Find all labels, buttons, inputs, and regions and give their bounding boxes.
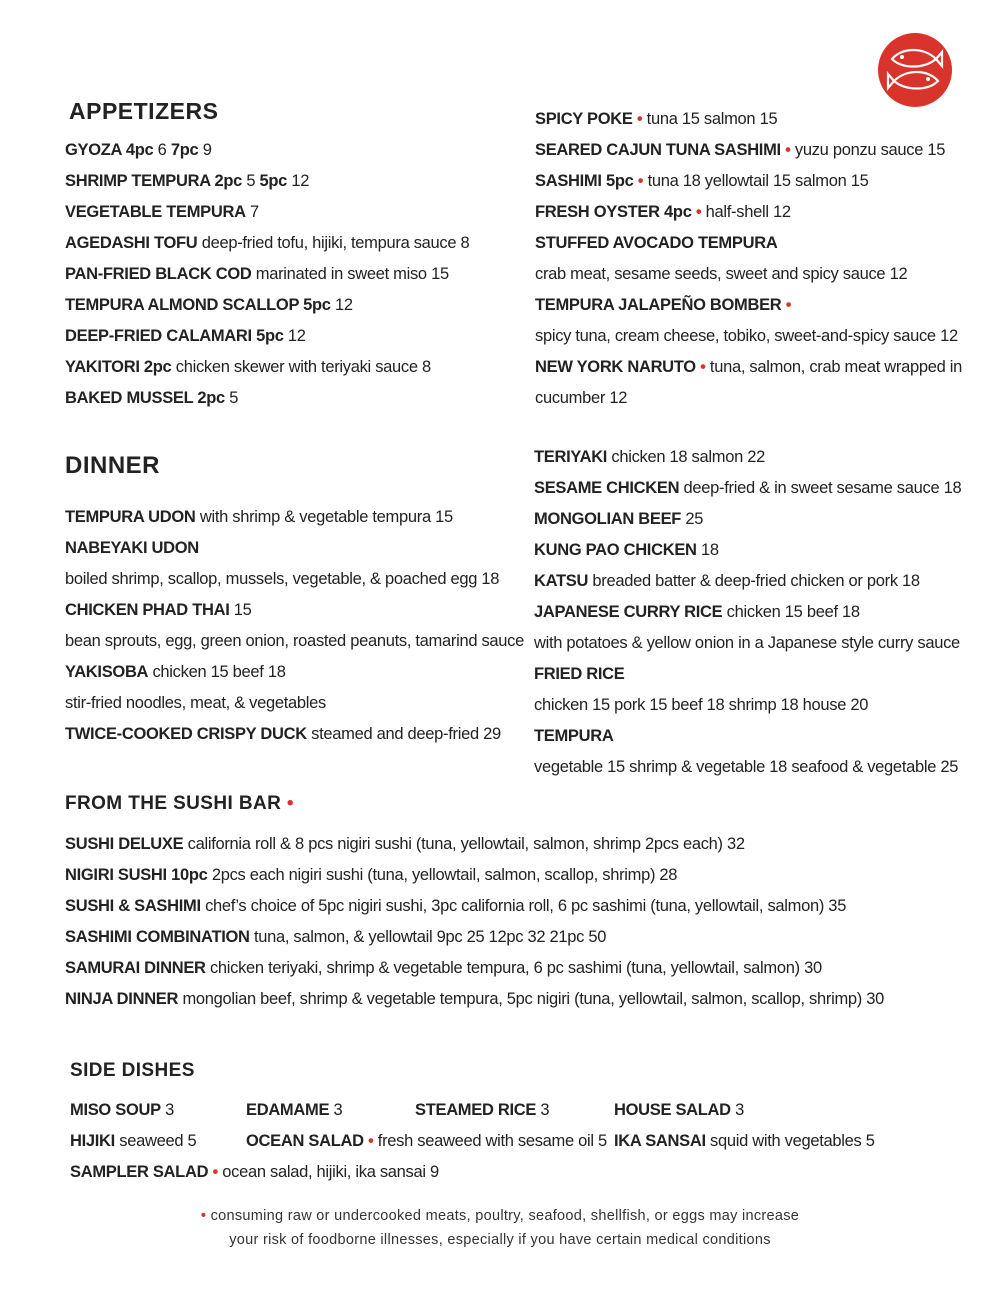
dinner-heading: DINNER — [65, 452, 161, 479]
raw-warning-dot: • — [637, 172, 644, 190]
menu-item: STUFFED AVOCADO TEMPURA — [535, 234, 778, 252]
menu-item: NIGIRI SUSHI 10pc 2pcs each nigiri sushi (tuna, yellowtail, salmon, scallop, shrimp) 28 — [65, 866, 678, 884]
side-dishes-heading: SIDE DISHES — [70, 1060, 195, 1081]
menu-item: YAKITORI 2pc chicken skewer with teriyaki sauce 8 — [65, 358, 431, 376]
footnote-line-2: your risk of foodborne illnesses, especially if you have certain medical conditions — [229, 1232, 771, 1248]
side-item: HOUSE SALAD 3 — [614, 1101, 744, 1119]
menu-item: GYOZA 4pc 6 7pc 9 — [65, 141, 212, 159]
menu-item: TWICE-COOKED CRISPY DUCK steamed and deep-fried 29 — [65, 725, 501, 743]
raw-warning-dot: • — [700, 358, 706, 376]
menu-item: FRIED RICE — [534, 665, 625, 683]
side-item: MISO SOUP 3 — [70, 1101, 175, 1119]
menu-item: TEMPURA ALMOND SCALLOP 5pc 12 — [65, 296, 353, 314]
menu-item-desc: spicy tuna, cream cheese, tobiko, sweet-and-spicy sauce 12 — [535, 327, 958, 345]
menu-item: NEW YORK NARUTO • tuna, salmon, crab meat wrapped in — [535, 358, 963, 376]
menu-item-desc: cucumber 12 — [535, 389, 628, 407]
footnote-line-1: • consuming raw or undercooked meats, poultry, seafood, shellfish, or eggs may increase — [200, 1208, 800, 1224]
menu-item: SAMURAI DINNER chicken teriyaki, shrimp & vegetable tempura, 6 pc sashimi (tuna, yellowtail, salmon) 30 — [65, 959, 822, 977]
menu-item: SUSHI DELUXE california roll & 8 pcs nigiri sushi (tuna, yellowtail, salmon, shrimp 2pcs each) 32 — [65, 835, 745, 853]
menu-item: FRESH OYSTER 4pc • half-shell 12 — [535, 203, 791, 221]
menu-item: JAPANESE CURRY RICE chicken 15 beef 18 — [534, 603, 860, 621]
raw-warning-dot: • — [212, 1163, 218, 1181]
menu-item: SHRIMP TEMPURA 2pc 5 5pc 12 — [65, 172, 310, 190]
menu-item-desc: with potatoes & yellow onion in a Japanese style curry sauce — [534, 634, 960, 652]
sushi-bar-heading: FROM THE SUSHI BAR • — [65, 793, 294, 814]
menu-item: NINJA DINNER mongolian beef, shrimp & vegetable tempura, 5pc nigiri (tuna, yellowtail, salmon, scallop, shrimp) 30 — [65, 990, 884, 1008]
menu-item: SUSHI & SASHIMI chef’s choice of 5pc nigiri sushi, 3pc california roll, 6 pc sashimi (tuna, yellowtail, salmon) 35 — [65, 897, 847, 915]
menu-item: TEMPURA UDON with shrimp & vegetable tempura 15 — [65, 508, 453, 526]
menu-item: TEMPURA — [534, 727, 614, 745]
menu-item: AGEDASHI TOFU deep-fried tofu, hijiki, tempura sauce 8 — [65, 234, 470, 252]
menu-item: NABEYAKI UDON — [65, 539, 199, 557]
menu-item: SESAME CHICKEN deep-fried & in sweet sesame sauce 18 — [534, 479, 962, 497]
menu-item-desc: vegetable 15 shrimp & vegetable 18 seafood & vegetable 25 — [534, 758, 959, 776]
menu-item: PAN-FRIED BLACK COD marinated in sweet miso 15 — [65, 265, 449, 283]
menu-item: MONGOLIAN BEEF 25 — [534, 510, 704, 528]
menu-item-desc: chicken 15 pork 15 beef 18 shrimp 18 house 20 — [534, 696, 869, 714]
menu-item-desc: stir-fried noodles, meat, & vegetables — [65, 694, 326, 712]
menu-item: TERIYAKI chicken 18 salmon 22 — [534, 448, 765, 466]
menu-item: VEGETABLE TEMPURA 7 — [65, 203, 259, 221]
fish-logo-icon — [878, 33, 952, 107]
menu-item: BAKED MUSSEL 2pc 5 — [65, 389, 239, 407]
menu-item: SEARED CAJUN TUNA SASHIMI • yuzu ponzu sauce 15 — [535, 141, 946, 159]
menu-item-desc: crab meat, sesame seeds, sweet and spicy sauce 12 — [535, 265, 908, 283]
menu-item: CHICKEN PHAD THAI 15 — [65, 601, 252, 619]
menu-item: YAKISOBA chicken 15 beef 18 — [65, 663, 286, 681]
menu-item: SASHIMI 5pc • tuna 18 yellowtail 15 salmon 15 — [535, 172, 869, 190]
menu-item: DEEP-FRIED CALAMARI 5pc 12 — [65, 327, 306, 345]
side-item: STEAMED RICE 3 — [415, 1101, 550, 1119]
appetizers-heading: APPETIZERS — [69, 98, 219, 124]
raw-warning-dot: • — [286, 793, 294, 814]
menu-item: KUNG PAO CHICKEN 18 — [534, 541, 719, 559]
raw-warning-dot: • — [785, 296, 792, 314]
raw-warning-dot: • — [200, 1208, 207, 1224]
side-item: HIJIKI seaweed 5 — [70, 1132, 197, 1150]
menu-item-desc: boiled shrimp, scallop, mussels, vegetable, & poached egg 18 — [65, 570, 500, 588]
side-item: SAMPLER SALAD • ocean salad, hijiki, ika sansai 9 — [70, 1163, 439, 1181]
menu-item: SASHIMI COMBINATION tuna, salmon, & yellowtail 9pc 25 12pc 32 21pc 50 — [65, 928, 607, 946]
side-item: OCEAN SALAD • fresh seaweed with sesame oil 5 — [246, 1132, 607, 1150]
side-item: EDAMAME 3 — [246, 1101, 343, 1119]
raw-warning-dot: • — [636, 110, 643, 128]
menu-item: KATSU breaded batter & deep-fried chicken or pork 18 — [534, 572, 920, 590]
raw-warning-dot: • — [368, 1132, 374, 1150]
menu-item: TEMPURA JALAPEÑO BOMBER • — [535, 296, 792, 314]
menu-item: SPICY POKE • tuna 15 salmon 15 — [535, 110, 778, 128]
raw-warning-dot: • — [785, 141, 791, 159]
raw-warning-dot: • — [695, 203, 702, 221]
side-item: IKA SANSAI squid with vegetables 5 — [614, 1132, 875, 1150]
menu-item-desc: bean sprouts, egg, green onion, roasted peanuts, tamarind sauce — [65, 632, 525, 650]
